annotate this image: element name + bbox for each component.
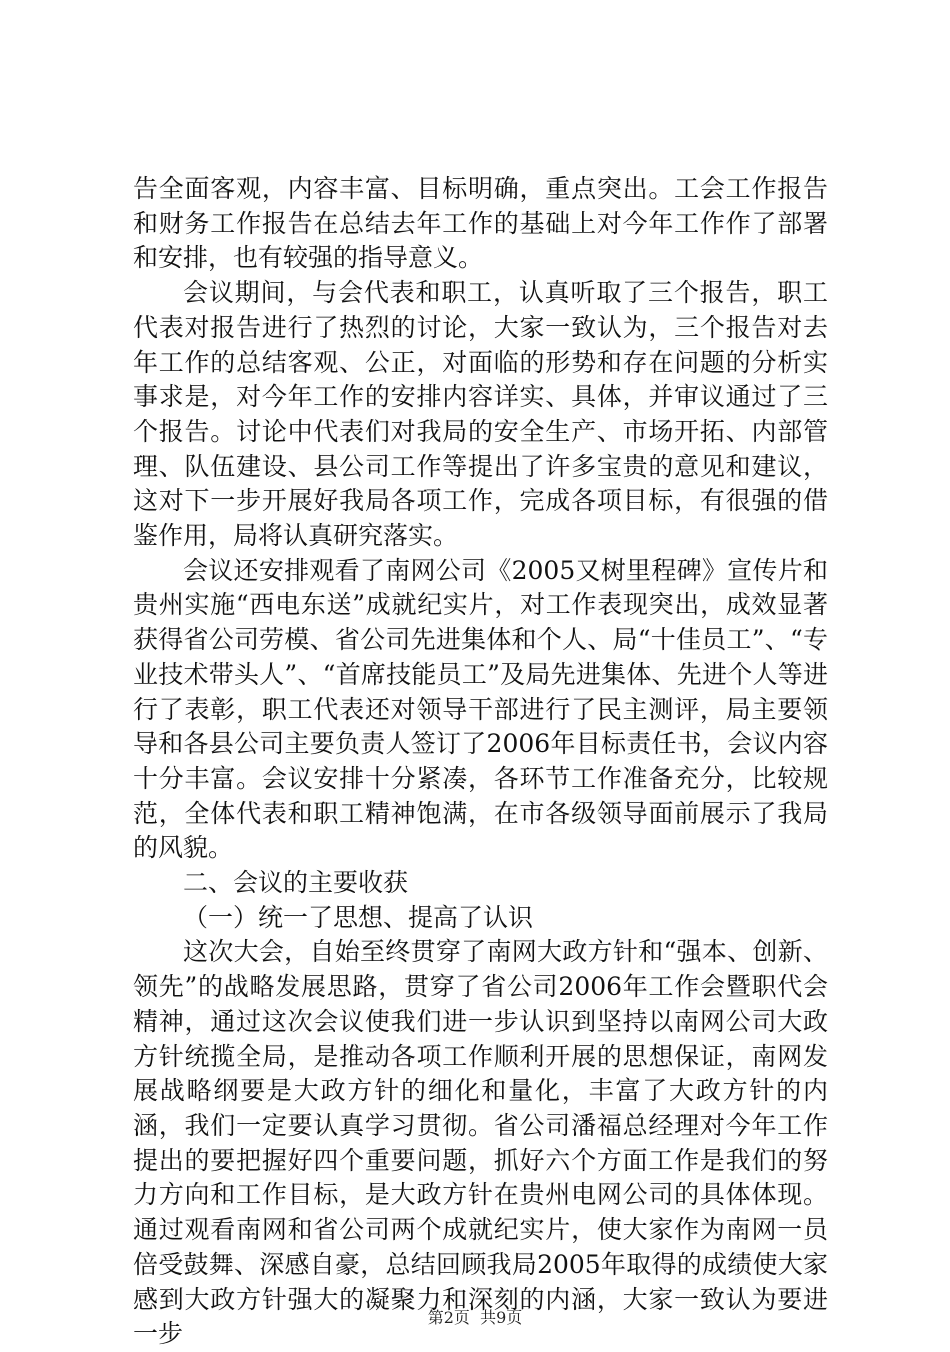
- paragraph-meeting-arrangements: 会议还安排观看了南网公司《2005又树里程碑》宣传片和贵州实施“西电东送”成就纪实片，对工作表现突出，成效显著获得省公司劳模、省公司先进集体和个人、局“十佳员工”、“专业技术带头人”、“首席技能员工”及局先进集体、先进个人等进行了表彰，职工代表还对领导干部进行了民主测评，局主要领导和各县公司主要负责人签订了2006年目标责任书，会议内容十分丰富。会议安排十分紧凑，各环节工作准备充分，比较规范，全体代表和职工精神饱满，在市各级领导面前展示了我局的风貌。: [133, 555, 828, 863]
- paragraph-conference-summary: 这次大会，自始至终贯穿了南网大政方针和“强本、创新、领先”的战略发展思路，贯穿了省公司2006年工作会暨职代会精神，通过这次会议使我们进一步认识到坚持以南网公司大政方针统揽全局，是推动各项工作顺利开展的思想保证，南网发展战略纲要是大政方针的细化和量化，丰富了大政方针的内涵，我们一定要认真学习贯彻。省公司潘福总经理对今年工作提出的要把握好四个重要问题，抓好六个方面工作是我们的努力方向和工作目标，是大政方针在贵州电网公司的具体体现。通过观看南网和省公司两个成就纪实片，使大家作为南网一员倍受鼓舞、深感自豪，总结回顾我局2005年取得的成绩使大家感到大政方针强大的凝聚力和深刻的内涵，大家一致认为要进一步: [133, 937, 828, 1349]
- document-body: [133, 172, 828, 1352]
- subsection-heading-unified-thinking: （一）统一了思想、提高了认识: [183, 902, 534, 932]
- paragraph-continuation: 告全面客观，内容丰富、目标明确，重点突出。工会工作报告和财务工作报告在总结去年工作的基础上对今年工作作了部署和安排，也有较强的指导意义。: [133, 174, 828, 273]
- page-number-footer: 第2页 共9页: [427, 1308, 523, 1327]
- section-heading-main-gains: 二、会议的主要收获: [183, 868, 409, 898]
- paragraph-meeting-period: 会议期间，与会代表和职工，认真听取了三个报告，职工代表对报告进行了热烈的讨论，大家一致认为，三个报告对去年工作的总结客观、公正，对面临的形势和存在问题的分析实事求是，对今年工作的安排内容详实、具体，并审议通过了三个报告。讨论中代表们对我局的安全生产、市场开拓、内部管理、队伍建设、县公司工作等提出了许多宝贵的意见和建议，这对下一步开展好我局各项工作，完成各项目标，有很强的借鉴作用，局将认真研究落实。: [133, 278, 828, 551]
